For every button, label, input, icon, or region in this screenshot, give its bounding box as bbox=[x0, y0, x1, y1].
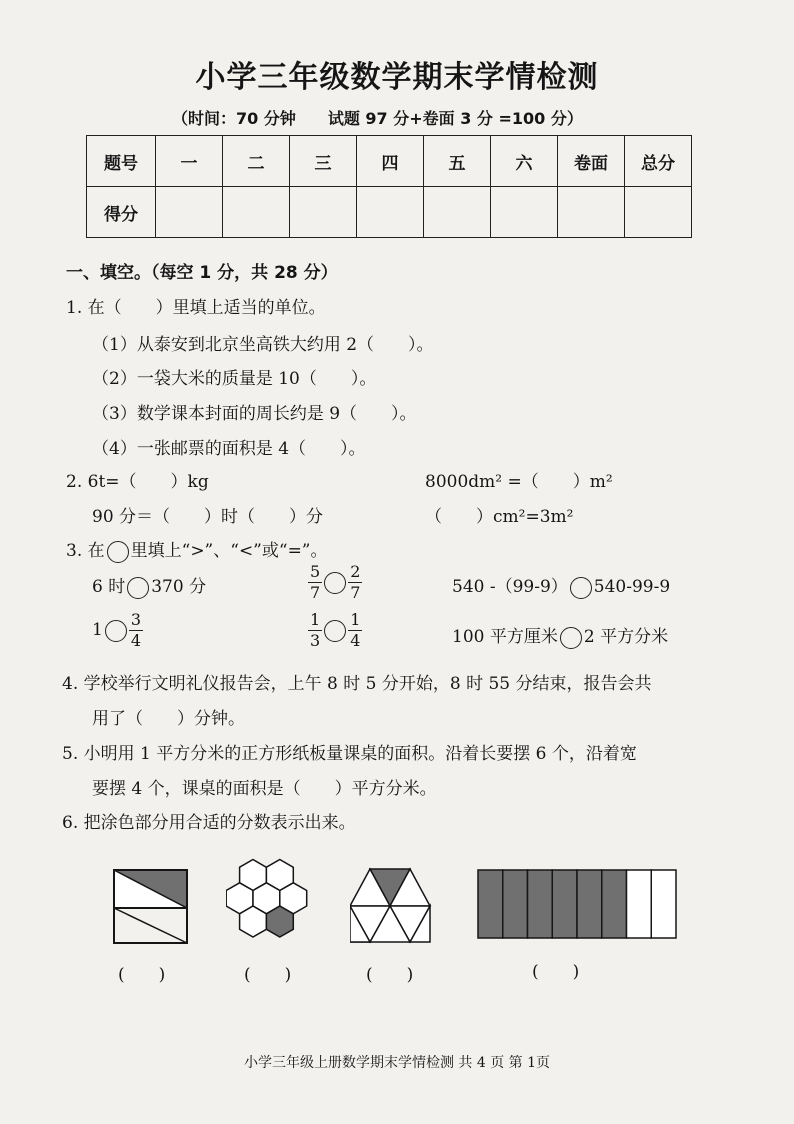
answer-blank: ( ) bbox=[366, 965, 414, 985]
compare-item bbox=[92, 610, 143, 651]
figure-trapezoid bbox=[350, 866, 432, 946]
table-header-cell: 一 bbox=[156, 136, 223, 187]
question-2-part: （ ）cm²=3m² bbox=[425, 507, 574, 527]
compare-item bbox=[308, 562, 362, 603]
question-4-line: 4. 学校举行文明礼仪报告会，上午 8 时 5 分开始，8 时 55 分结束，报告会共 bbox=[62, 674, 652, 694]
figure-square-shaded bbox=[112, 868, 190, 946]
table-row bbox=[87, 187, 692, 238]
table-header-cell: 三 bbox=[290, 136, 357, 187]
compare-right: 540-99-9 bbox=[593, 577, 671, 597]
compare-circle-icon bbox=[105, 620, 127, 642]
question-1-item: （1）从泰安到北京坐高铁大约用 2（ ）。 bbox=[92, 335, 434, 355]
question-4-line: 用了（ ）分钟。 bbox=[92, 709, 245, 729]
table-header-cell: 卷面 bbox=[558, 136, 625, 187]
answer-blank: ( ) bbox=[532, 962, 580, 982]
compare-right: 2 平方分米 bbox=[583, 627, 669, 647]
fraction: $\frac{1}{3}$ bbox=[310, 610, 321, 650]
compare-item bbox=[92, 572, 206, 599]
shaded-strip bbox=[478, 870, 503, 938]
diagonal-line bbox=[114, 908, 187, 943]
table-header-cell: 四 bbox=[357, 136, 424, 187]
score-cell bbox=[357, 187, 424, 238]
compare-circle-icon bbox=[324, 572, 346, 594]
answer-blank: ( ) bbox=[244, 965, 292, 985]
fraction: $\frac{5}{7}$ bbox=[310, 562, 321, 602]
compare-circle-icon bbox=[324, 620, 346, 642]
compare-left: 540 -（99-9） bbox=[452, 577, 568, 597]
question-2-part: 8000dm² =（ ）m² bbox=[425, 472, 613, 492]
question-5-line: 5. 小明用 1 平方分米的正方形纸板量课桌的面积。沿着长要摆 6 个，沿着宽 bbox=[62, 744, 637, 764]
compare-left: 1 bbox=[92, 620, 103, 640]
score-cell bbox=[558, 187, 625, 238]
fraction: $\frac{1}{4}$ bbox=[350, 610, 361, 650]
score-cell bbox=[625, 187, 692, 238]
question-2-part: 90 分＝（ ）时（ ）分 bbox=[92, 507, 324, 527]
score-cell bbox=[424, 187, 491, 238]
compare-item bbox=[452, 572, 670, 599]
question-1-item: （3）数学课本封面的周长约是 9（ ）。 bbox=[92, 404, 417, 424]
table-header-cell: 总分 bbox=[625, 136, 692, 187]
score-row-label: 得分 bbox=[87, 187, 156, 238]
score-table bbox=[86, 135, 692, 238]
strip bbox=[651, 870, 676, 938]
table-header-cell: 五 bbox=[424, 136, 491, 187]
table-header-cell: 六 bbox=[491, 136, 558, 187]
shaded-strip bbox=[503, 870, 528, 938]
question-1-item: （4）一张邮票的面积是 4（ ）。 bbox=[92, 439, 366, 459]
compare-left: 6 时 bbox=[92, 577, 126, 597]
table-header-cell: 二 bbox=[223, 136, 290, 187]
exam-info: （时间：70 分钟 试题 97 分+卷面 3 分 =100 分） bbox=[172, 109, 583, 128]
question-1-item: （2）一袋大米的质量是 10（ ）。 bbox=[92, 369, 377, 389]
strip bbox=[627, 870, 652, 938]
compare-item bbox=[308, 610, 362, 651]
question-3-stem-post: 里填上“>”、“<”或“=”。 bbox=[130, 541, 328, 561]
compare-circle-icon bbox=[127, 577, 149, 599]
question-1-stem: 1. 在（ ）里填上适当的单位。 bbox=[66, 298, 326, 318]
page-footer: 小学三年级上册数学期末学情检测 共 4 页 第 1页 bbox=[243, 1055, 551, 1071]
score-cell bbox=[156, 187, 223, 238]
shaded-hexagon bbox=[266, 906, 293, 937]
shaded-strip bbox=[528, 870, 553, 938]
shaded-strip bbox=[577, 870, 602, 938]
figure-hexagons bbox=[226, 856, 326, 952]
hexagon bbox=[240, 906, 267, 937]
page-title: 小学三年级数学期末学情检测 bbox=[195, 60, 599, 95]
question-6-stem: 6. 把涂色部分用合适的分数表示出来。 bbox=[62, 813, 356, 833]
compare-circle-icon bbox=[107, 541, 129, 563]
score-cell bbox=[290, 187, 357, 238]
compare-left: 100 平方厘米 bbox=[452, 627, 558, 647]
shaded-strip bbox=[552, 870, 577, 938]
section-heading: 一、填空。（每空 1 分，共 28 分） bbox=[66, 263, 338, 283]
fraction: $\frac{3}{4}$ bbox=[130, 610, 142, 650]
table-row bbox=[87, 136, 692, 187]
compare-circle-icon bbox=[560, 627, 582, 649]
compare-item bbox=[452, 622, 668, 649]
question-3-stem-pre: 3. 在 bbox=[66, 541, 105, 561]
compare-right: 370 分 bbox=[151, 577, 207, 597]
score-cell bbox=[223, 187, 290, 238]
question-5-line: 要摆 4 个，课桌的面积是（ ）平方分米。 bbox=[92, 779, 437, 799]
shaded-strip bbox=[602, 870, 627, 938]
figure-strips bbox=[476, 868, 678, 940]
compare-circle-icon bbox=[570, 577, 592, 599]
fraction: $\frac{2}{7}$ bbox=[350, 562, 361, 602]
question-2-part: 2. 6t=（ ）kg bbox=[66, 472, 209, 492]
answer-blank: ( ) bbox=[118, 965, 166, 985]
score-cell bbox=[491, 187, 558, 238]
question-3-stem bbox=[66, 536, 328, 563]
table-header-cell: 题号 bbox=[87, 136, 156, 187]
